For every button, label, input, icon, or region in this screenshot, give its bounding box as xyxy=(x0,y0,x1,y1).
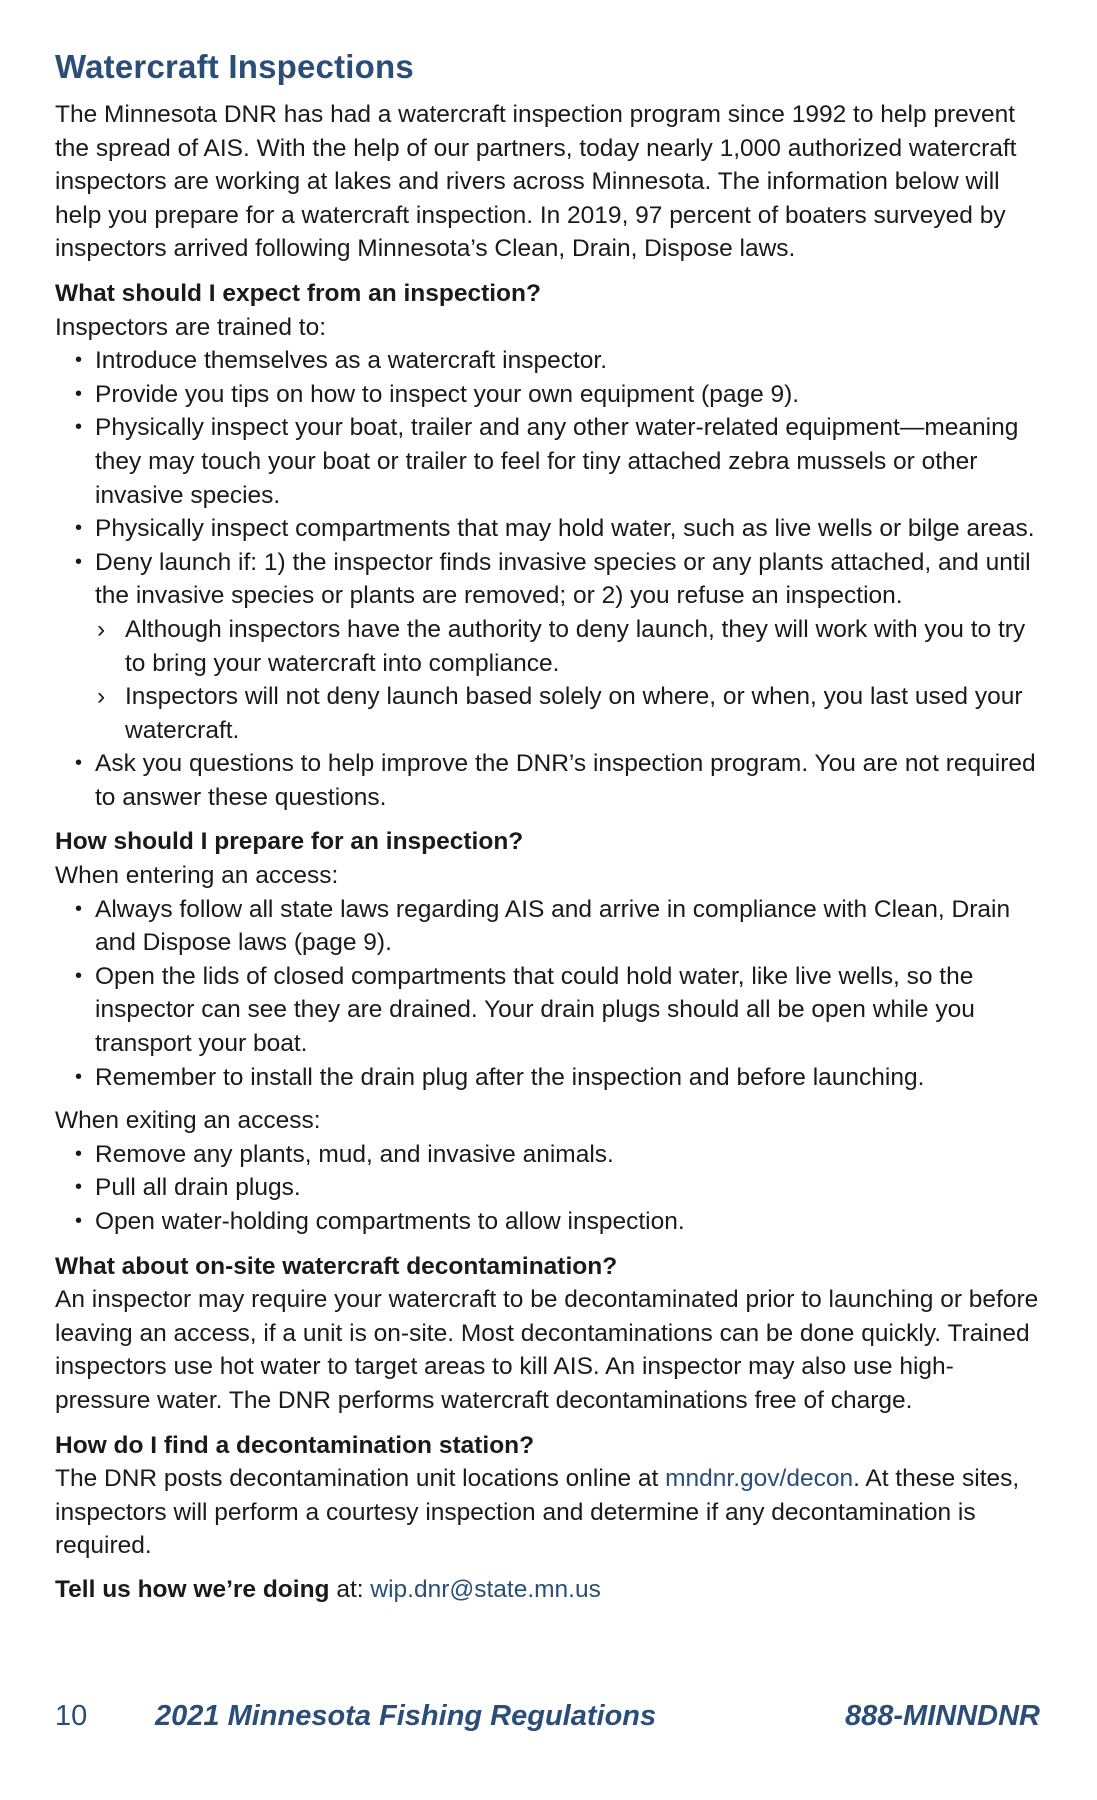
list-item: • Provide you tips on how to inspect your own equipment (page 9). xyxy=(55,378,1040,412)
sub-list-item: › Although inspectors have the authority to deny launch, they will work with you to try to bring your watercraft into compliance. xyxy=(55,613,1040,680)
feedback-line xyxy=(55,1573,1040,1607)
list-item: • Introduce themselves as a watercraft inspector. xyxy=(55,344,1040,378)
phone-number: 888-MINNDNR xyxy=(845,1700,1040,1732)
prepare-heading: How should I prepare for an inspection? xyxy=(55,828,524,856)
expect-lead: Inspectors are trained to: xyxy=(55,313,327,341)
list-item-deny-launch xyxy=(55,546,1040,613)
list-item: • Open the lids of closed compartments that could hold water, like live wells, so the inspector can see they are drained. Your drain plugs should all be open while you transport your boat. xyxy=(55,960,1040,1061)
page-number: 10 xyxy=(55,1700,88,1732)
station-paragraph xyxy=(55,1462,1040,1563)
sub-list-item: › Inspectors will not deny launch based solely on where, or when, you last used your watercraft. xyxy=(55,680,1040,747)
decon-heading: What about on-site watercraft decontamination? xyxy=(55,1252,618,1280)
station-heading: How do I find a decontamination station? xyxy=(55,1431,535,1459)
list-item: • Physically inspect compartments that may hold water, such as live wells or bilge areas. xyxy=(55,512,1040,546)
page-title: Watercraft Inspections xyxy=(55,48,414,85)
feedback-label: Tell us how we’re doing xyxy=(55,1575,330,1603)
intro-paragraph: The Minnesota DNR has had a watercraft inspection program since 1992 to help prevent the spread of AIS. With the help of our partners, today nearly 1,000 authorized watercraft inspectors are working at lakes and rivers across Minnesota. The information below will help you prepare for a watercraft inspection. In 2019, 97 percent of boaters surveyed by inspectors arrived following Minnesota’s Clean, Drain, Dispose laws. xyxy=(55,101,1017,263)
publication-title: 2021 Minnesota Fishing Regulations xyxy=(155,1700,657,1732)
decon-paragraph: An inspector may require your watercraft to be decontaminated prior to launching or before leaving an access, if a unit is on-site. Most decontaminations can be done quickly. Trained inspectors use hot water to target areas to kill AIS. An inspector may also use high-pressure water. The DNR performs watercraft decontaminations free of charge. xyxy=(55,1286,1039,1414)
list-item: • Remove any plants, mud, and invasive animals. xyxy=(55,1138,1040,1172)
exiting-list xyxy=(55,1138,1040,1239)
deny-launch-sublist xyxy=(55,613,1040,747)
decon-link[interactable]: mndnr.gov/decon xyxy=(665,1465,854,1493)
station-text-before: The DNR posts decontamination unit locations online at xyxy=(55,1465,666,1493)
feedback-middle: at: xyxy=(329,1575,371,1603)
expect-list xyxy=(55,344,1040,613)
feedback-email-link[interactable]: wip.dnr@state.mn.us xyxy=(370,1575,601,1603)
list-item: • Pull all drain plugs. xyxy=(55,1171,1040,1205)
entering-lead: When entering an access: xyxy=(55,862,339,890)
list-item-text: Deny launch if: 1) the inspector finds invasive species or any plants attached, and until the invasive species or plants are removed; or 2) you refuse an inspection. xyxy=(95,548,1031,610)
page-footer xyxy=(55,1700,1040,1740)
station-text-after: . At these sites, inspectors will perform a courtesy inspection and determine if any decontamination is required. xyxy=(55,1465,1020,1560)
entering-list xyxy=(55,893,1040,1095)
list-item: • Ask you questions to help improve the DNR’s inspection program. You are not required to answer these questions. xyxy=(55,747,1040,814)
expect-heading: What should I expect from an inspection? xyxy=(55,279,541,307)
page-content xyxy=(55,44,1040,1607)
list-item: • Remember to install the drain plug after the inspection and before launching. xyxy=(55,1061,1040,1095)
list-item: • Physically inspect your boat, trailer and any other water-related equipment—meaning they may touch your boat or trailer to feel for tiny attached zebra mussels or other invasive species. xyxy=(55,411,1040,512)
exiting-lead: When exiting an access: xyxy=(55,1107,321,1135)
list-item: • Always follow all state laws regarding AIS and arrive in compliance with Clean, Drain and Dispose laws (page 9). xyxy=(55,893,1040,960)
list-item: • Open water-holding compartments to allow inspection. xyxy=(55,1205,1040,1239)
expect-list-continued xyxy=(55,747,1040,814)
